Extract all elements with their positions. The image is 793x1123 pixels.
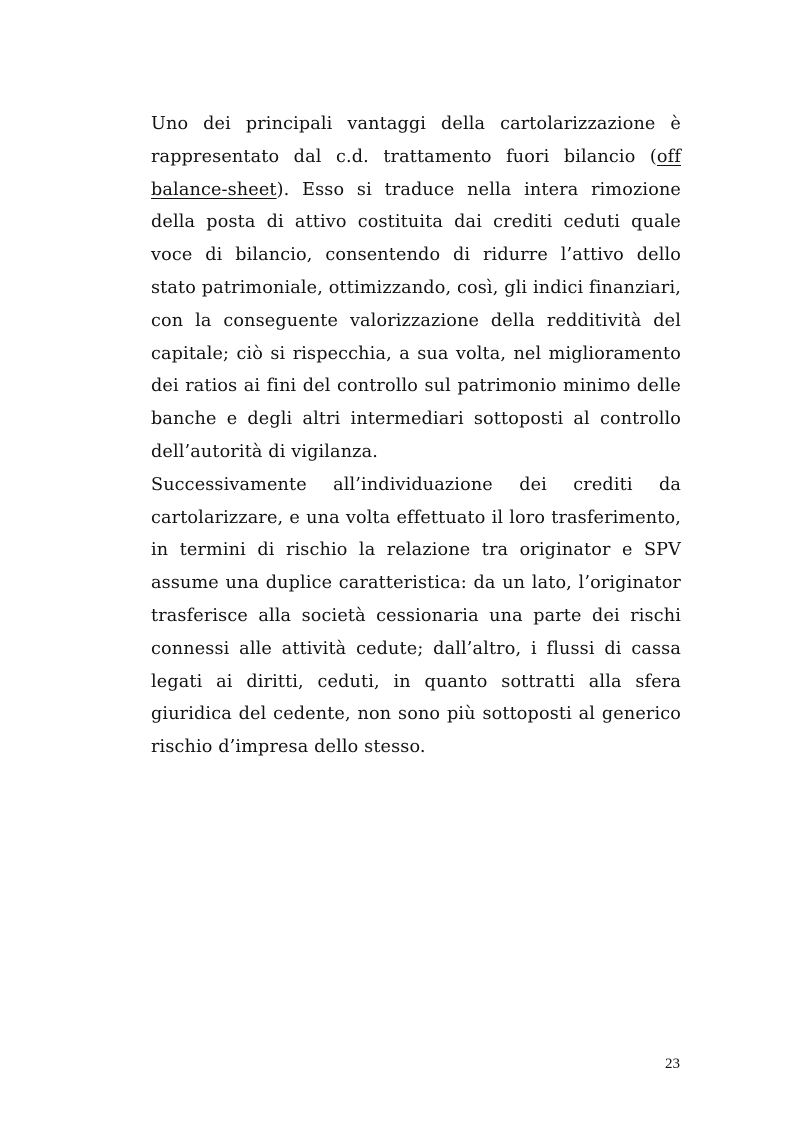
paragraph-2: Successivamente all’individuazione dei crediti da cartolarizzare, e una volta effettuato il loro trasferimento, in termini di rischio la relazione tra originator e SPV assume una duplice caratteristica: da un lato, l’originator trasferisce alla società cessionaria una parte dei rischi connessi alle attività cedute; dall’altro, i flussi di cassa legati ai diritti, ceduti, in quanto sottratti alla sfera giuridica del cedente, non sono più sottoposti al generico rischio d’impresa dello stesso. [151,474,681,758]
paragraph-1-text-end: ). Esso si traduce nella intera rimozione della posta di attivo costituita dai crediti ceduti quale voce di bilancio, consentendo di ridurre l’attivo dello stato patrimoniale, ottimizzando, così, gli indici finanziari, con la conseguente valorizzazione della redditività del capitale; ciò si rispecchia, a sua volta, nel miglioramento dei ratios ai fini del controllo sul patrimonio minimo delle banche e degli altri intermediari sottoposti al controllo dell’autorità di vigilanza. [151,179,681,462]
body-text [151,108,681,764]
underlined-term: off balance-sheet [151,146,681,200]
paragraph-1 [151,108,681,469]
page-number: 23 [665,1056,680,1072]
paragraph-1-text-start: Uno dei principali vantaggi della cartolarizzazione è rappresentato dal c.d. trattamento fuori bilancio ( [151,114,681,167]
